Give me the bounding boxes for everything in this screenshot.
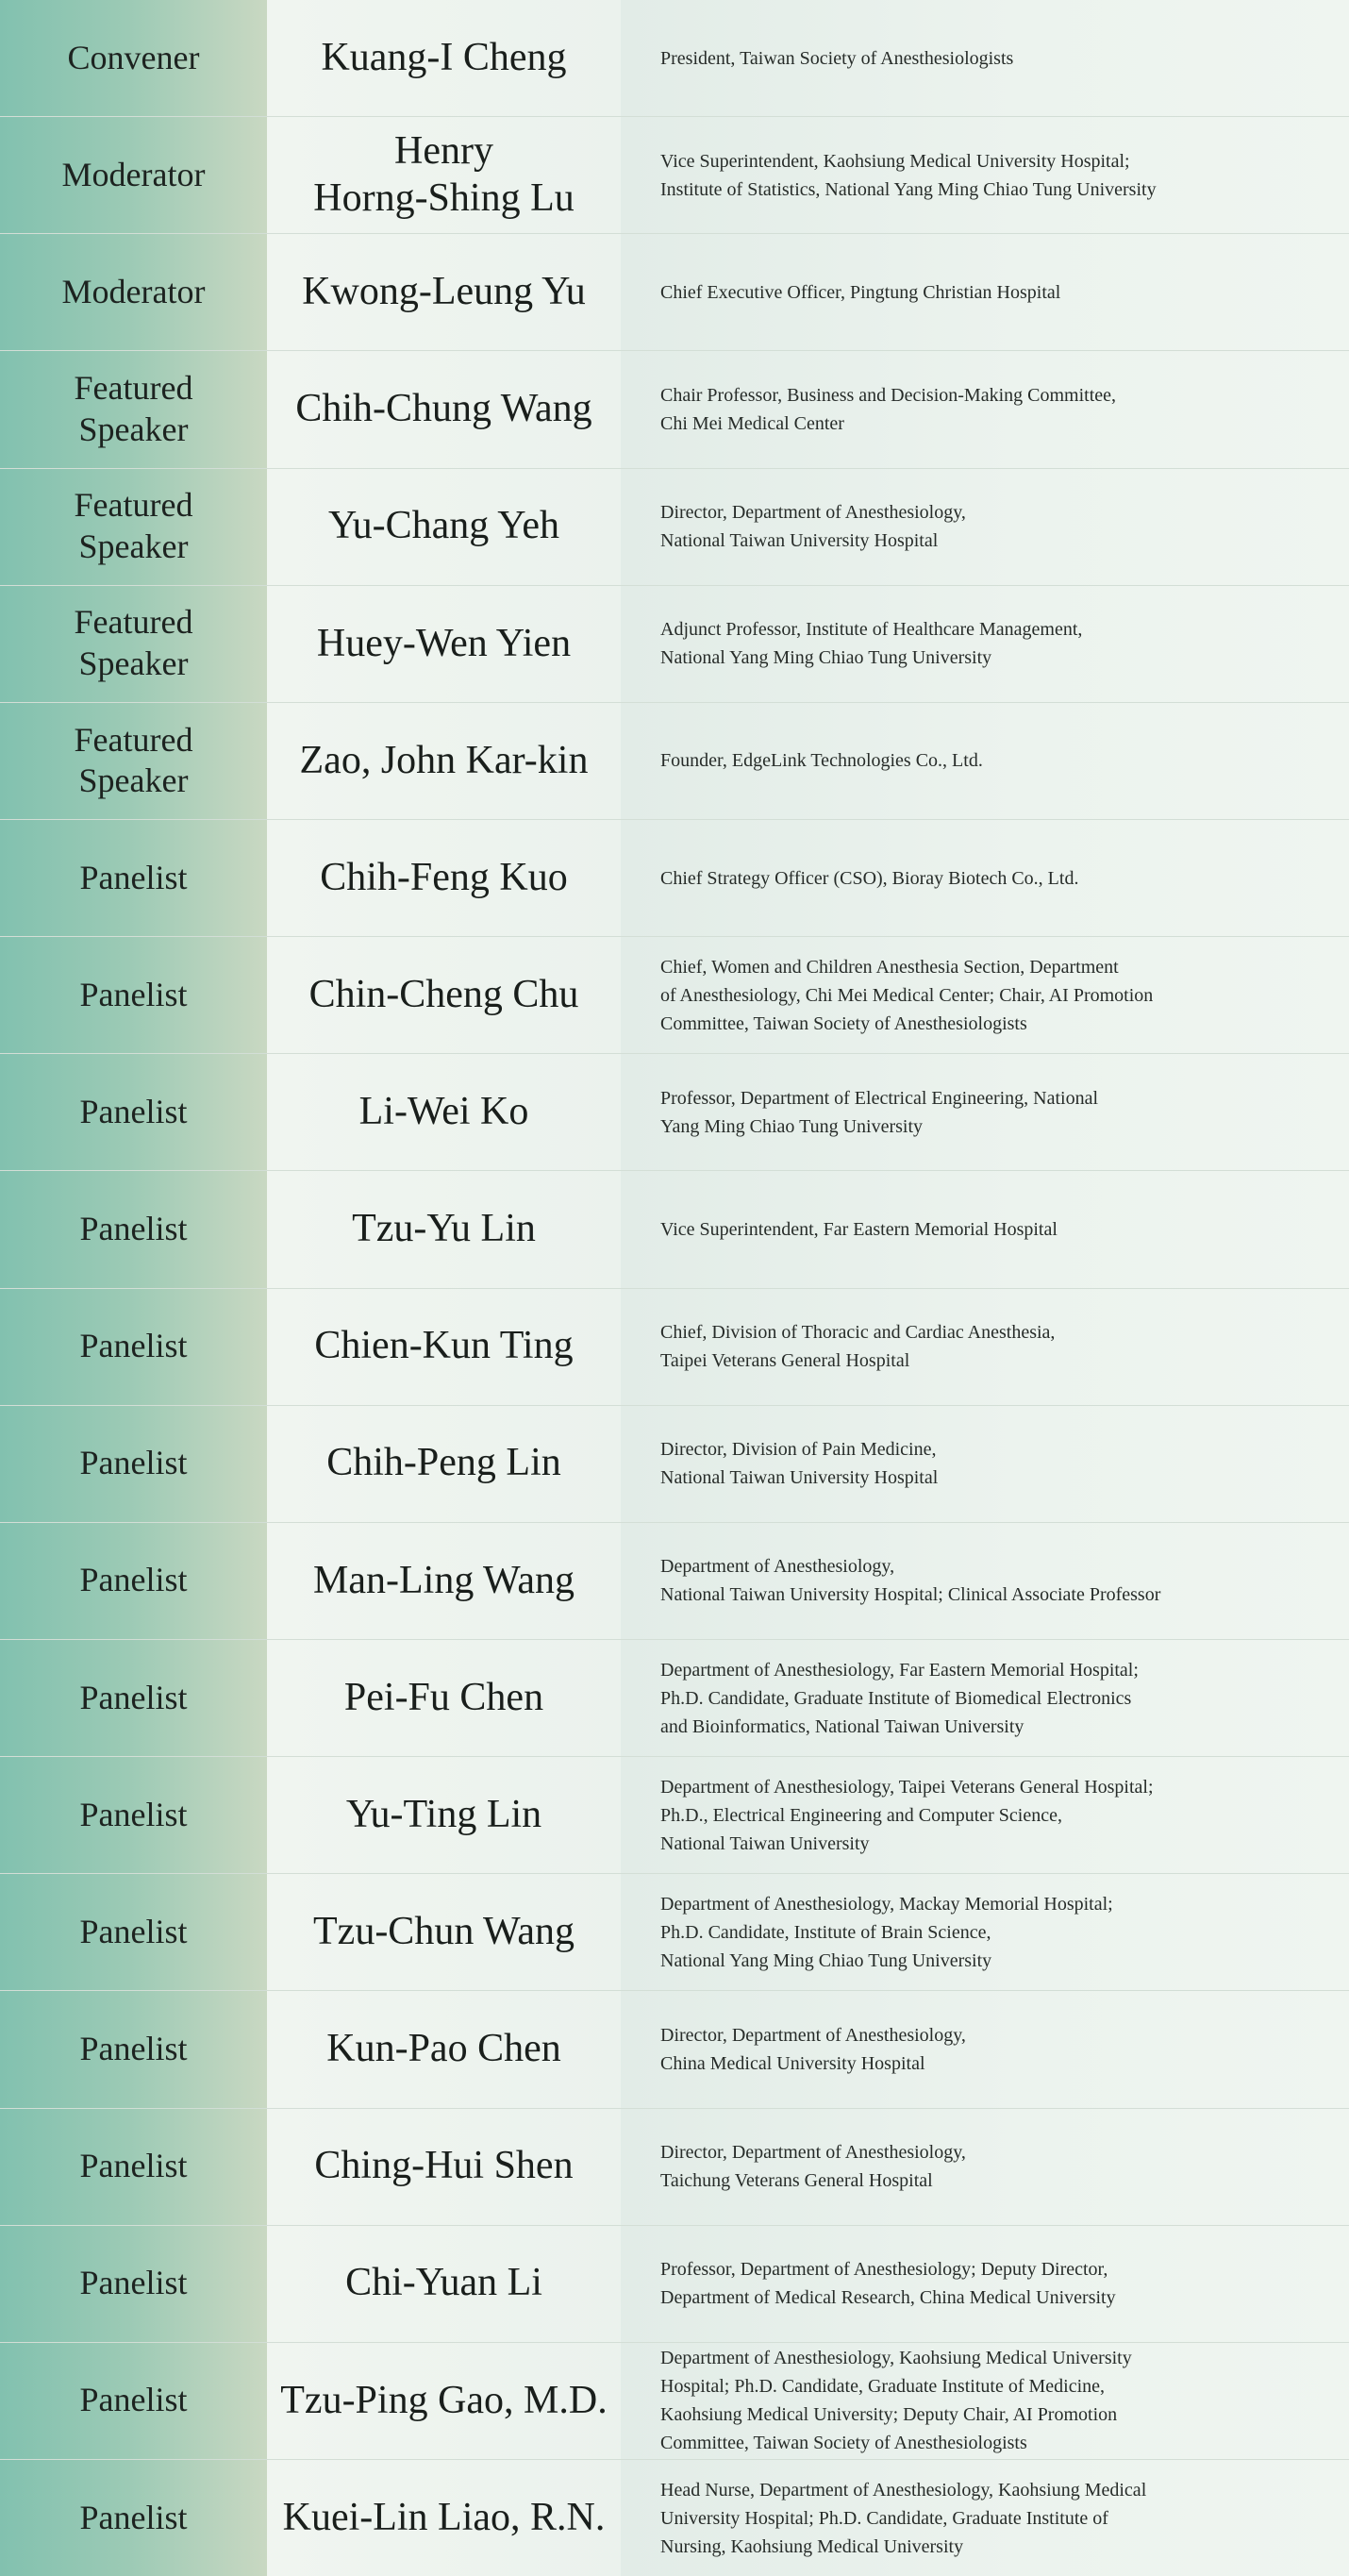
title-cell	[621, 1991, 1349, 2107]
table-row	[0, 350, 1349, 467]
title-cell	[621, 1523, 1349, 1639]
role-cell	[0, 1171, 267, 1287]
person-title: Chair Professor, Business and Decision-Making Committee, Chi Mei Medical Center	[660, 384, 1117, 434]
person-name: Zao, John Kar-kin	[299, 738, 589, 782]
role-label: Moderator	[61, 155, 206, 193]
person-name: Kun-Pao Chen	[326, 2027, 561, 2071]
title-cell	[621, 234, 1349, 350]
title-cell	[621, 351, 1349, 467]
person-name: Chih-Feng Kuo	[320, 855, 568, 899]
title-cell	[621, 2460, 1349, 2576]
person-title: Director, Division of Pain Medicine, National Taiwan University Hospital	[660, 1439, 939, 1489]
title-cell	[621, 1289, 1349, 1405]
person-name: Yu-Ting Lin	[345, 1792, 542, 1836]
name-cell	[267, 1874, 621, 1990]
role-cell	[0, 1757, 267, 1873]
role-label: Featured Speaker	[74, 720, 193, 800]
role-label: Moderator	[61, 272, 206, 310]
title-cell	[621, 703, 1349, 819]
name-cell	[267, 2226, 621, 2342]
person-title: Professor, Department of Anesthesiology; Deputy Director, Department of Medical Research, China Medical University	[660, 2259, 1116, 2309]
role-cell	[0, 2343, 267, 2459]
role-cell	[0, 1054, 267, 1170]
role-label: Panelist	[79, 1795, 188, 1833]
role-label: Convener	[67, 38, 200, 76]
person-name: Tzu-Chun Wang	[313, 1910, 575, 1954]
person-title: Department of Anesthesiology, Kaohsiung Medical University Hospital; Ph.D. Candidate, Graduate Institute of Medicine, Kaohsiung Medical University; Deputy Chair, AI Promotion Committee, Taiwan Society of Anesthesiologists	[660, 2348, 1132, 2454]
person-title: Department of Anesthesiology, Far Eastern Memorial Hospital; Ph.D. Candidate, Graduate Institute of Biomedical Electronics and Bioinformatics, National Taiwan University	[660, 1659, 1139, 1737]
name-cell	[267, 1171, 621, 1287]
table-row	[0, 468, 1349, 585]
person-name: Chien-Kun Ting	[314, 1324, 574, 1368]
role-cell	[0, 1991, 267, 2107]
role-cell	[0, 469, 267, 585]
role-label: Panelist	[79, 2498, 188, 2536]
person-name: Huey-Wen Yien	[316, 621, 572, 665]
role-cell	[0, 586, 267, 702]
table-row	[0, 1639, 1349, 1756]
table-row	[0, 1405, 1349, 1522]
role-cell	[0, 703, 267, 819]
table-row	[0, 702, 1349, 819]
title-cell	[621, 469, 1349, 585]
table-row	[0, 585, 1349, 702]
title-cell	[621, 2226, 1349, 2342]
title-cell	[621, 937, 1349, 1053]
person-name: Kwong-Leung Yu	[302, 270, 586, 314]
person-name: Chin-Cheng Chu	[308, 972, 579, 1016]
person-name: Yu-Chang Yeh	[327, 504, 560, 548]
table-row	[0, 819, 1349, 936]
table-row	[0, 1873, 1349, 1990]
table-row	[0, 1053, 1349, 1170]
role-cell	[0, 234, 267, 350]
role-label: Panelist	[79, 2147, 188, 2185]
person-name: Kuang-I Cheng	[321, 35, 567, 79]
role-label: Panelist	[79, 1092, 188, 1130]
role-cell	[0, 1289, 267, 1405]
role-cell	[0, 2460, 267, 2576]
person-title: Department of Anesthesiology, National Taiwan University Hospital; Clinical Associate Professor	[660, 1556, 1161, 1606]
person-name: Man-Ling Wang	[313, 1558, 575, 1602]
table-row	[0, 2342, 1349, 2459]
title-cell	[621, 0, 1349, 116]
title-cell	[621, 1054, 1349, 1170]
role-label: Panelist	[79, 1912, 188, 1950]
role-label: Featured Speaker	[74, 369, 193, 448]
person-title: Director, Department of Anesthesiology, China Medical University Hospital	[660, 2024, 966, 2074]
person-name: Pei-Fu Chen	[343, 1675, 544, 1719]
person-title: Chief, Division of Thoracic and Cardiac Anesthesia, Taipei Veterans General Hospital	[660, 1322, 1056, 1372]
name-cell	[267, 1289, 621, 1405]
name-cell	[267, 586, 621, 702]
name-cell	[267, 937, 621, 1053]
title-cell	[621, 2109, 1349, 2225]
table-row	[0, 233, 1349, 350]
table-row	[0, 2225, 1349, 2342]
person-title: Department of Anesthesiology, Mackay Memorial Hospital; Ph.D. Candidate, Institute of Brain Science, National Yang Ming Chiao Tung University	[660, 1893, 1113, 1971]
name-cell	[267, 1991, 621, 2107]
name-cell	[267, 0, 621, 116]
person-title: Adjunct Professor, Institute of Healthcare Management, National Yang Ming Chiao Tung University	[660, 619, 1083, 669]
role-label: Panelist	[79, 1444, 188, 1482]
role-cell	[0, 1523, 267, 1639]
name-cell	[267, 469, 621, 585]
table-row	[0, 2459, 1349, 2576]
title-cell	[621, 2343, 1349, 2459]
role-label: Panelist	[79, 1561, 188, 1599]
table-row	[0, 2108, 1349, 2225]
role-label: Featured Speaker	[74, 603, 193, 683]
role-cell	[0, 351, 267, 467]
role-cell	[0, 1406, 267, 1522]
role-label: Panelist	[79, 858, 188, 896]
role-cell	[0, 2226, 267, 2342]
person-title: Professor, Department of Electrical Engineering, National Yang Ming Chiao Tung University	[660, 1087, 1099, 1137]
title-cell	[621, 1640, 1349, 1756]
role-label: Panelist	[79, 1678, 188, 1716]
table-row	[0, 1522, 1349, 1639]
title-cell	[621, 586, 1349, 702]
name-cell	[267, 351, 621, 467]
title-cell	[621, 1874, 1349, 1990]
table-row	[0, 0, 1349, 116]
role-label: Panelist	[79, 975, 188, 1013]
person-title: Vice Superintendent, Far Eastern Memorial Hospital	[660, 1218, 1058, 1240]
role-label: Featured Speaker	[74, 486, 193, 566]
person-title: Head Nurse, Department of Anesthesiology, Kaohsiung Medical University Hospital; Ph.D. Candidate, Graduate Institute of Nursing, Kaohsiung Medical University	[660, 2479, 1147, 2557]
role-cell	[0, 1874, 267, 1990]
table-row	[0, 1990, 1349, 2107]
person-title: Director, Department of Anesthesiology, Taichung Veterans General Hospital	[660, 2142, 966, 2192]
person-title: Founder, EdgeLink Technologies Co., Ltd.	[660, 750, 983, 772]
role-label: Panelist	[79, 2030, 188, 2067]
title-cell	[621, 1171, 1349, 1287]
person-title: Chief Strategy Officer (CSO), Bioray Biotech Co., Ltd.	[660, 867, 1079, 889]
name-cell	[267, 1523, 621, 1639]
person-name: Kuei-Lin Liao, R.N.	[282, 2495, 606, 2539]
role-label: Panelist	[79, 1327, 188, 1365]
role-cell	[0, 937, 267, 1053]
role-cell	[0, 1640, 267, 1756]
role-label: Panelist	[79, 1210, 188, 1248]
name-cell	[267, 2343, 621, 2459]
person-title: Department of Anesthesiology, Taipei Veterans General Hospital; Ph.D., Electrical Engineering and Computer Science, National Taiwan University	[660, 1776, 1154, 1854]
person-name: Tzu-Yu Lin	[352, 1207, 536, 1251]
person-title: Chief Executive Officer, Pingtung Christian Hospital	[660, 281, 1061, 303]
role-cell	[0, 0, 267, 116]
table-row	[0, 1756, 1349, 1873]
person-name: Tzu-Ping Gao, M.D.	[280, 2378, 608, 2422]
name-cell	[267, 1406, 621, 1522]
person-name: Chi-Yuan Li	[345, 2261, 542, 2305]
title-cell	[621, 1757, 1349, 1873]
title-cell	[621, 1406, 1349, 1522]
role-cell	[0, 2109, 267, 2225]
title-cell	[621, 820, 1349, 936]
role-cell	[0, 820, 267, 936]
role-cell	[0, 117, 267, 233]
role-label: Panelist	[79, 2381, 188, 2419]
table-row	[0, 936, 1349, 1053]
person-title: Vice Superintendent, Kaohsiung Medical University Hospital; Institute of Statistics, National Yang Ming Chiao Tung University	[660, 150, 1157, 200]
role-label: Panelist	[79, 2264, 188, 2302]
person-title: Chief, Women and Children Anesthesia Section, Department of Anesthesiology, Chi Mei Medical Center; Chair, AI Promotion Committee, Taiwan Society of Anesthesiologists	[660, 956, 1154, 1034]
table-row	[0, 116, 1349, 233]
name-cell	[267, 1640, 621, 1756]
person-title: Director, Department of Anesthesiology, National Taiwan University Hospital	[660, 502, 966, 552]
name-cell	[267, 117, 621, 233]
person-name: Ching-Hui Shen	[314, 2144, 574, 2188]
person-name: Chih-Chung Wang	[295, 387, 592, 431]
table-row	[0, 1288, 1349, 1405]
table-row	[0, 1170, 1349, 1287]
name-cell	[267, 1757, 621, 1873]
person-name: Chih-Peng Lin	[326, 1441, 561, 1485]
name-cell	[267, 234, 621, 350]
title-cell	[621, 117, 1349, 233]
name-cell	[267, 703, 621, 819]
person-title: President, Taiwan Society of Anesthesiologists	[660, 47, 1014, 69]
name-cell	[267, 2460, 621, 2576]
name-cell	[267, 1054, 621, 1170]
person-name: Henry Horng-Shing Lu	[313, 129, 575, 220]
name-cell	[267, 2109, 621, 2225]
person-name: Li-Wei Ko	[358, 1090, 529, 1134]
name-cell	[267, 820, 621, 936]
